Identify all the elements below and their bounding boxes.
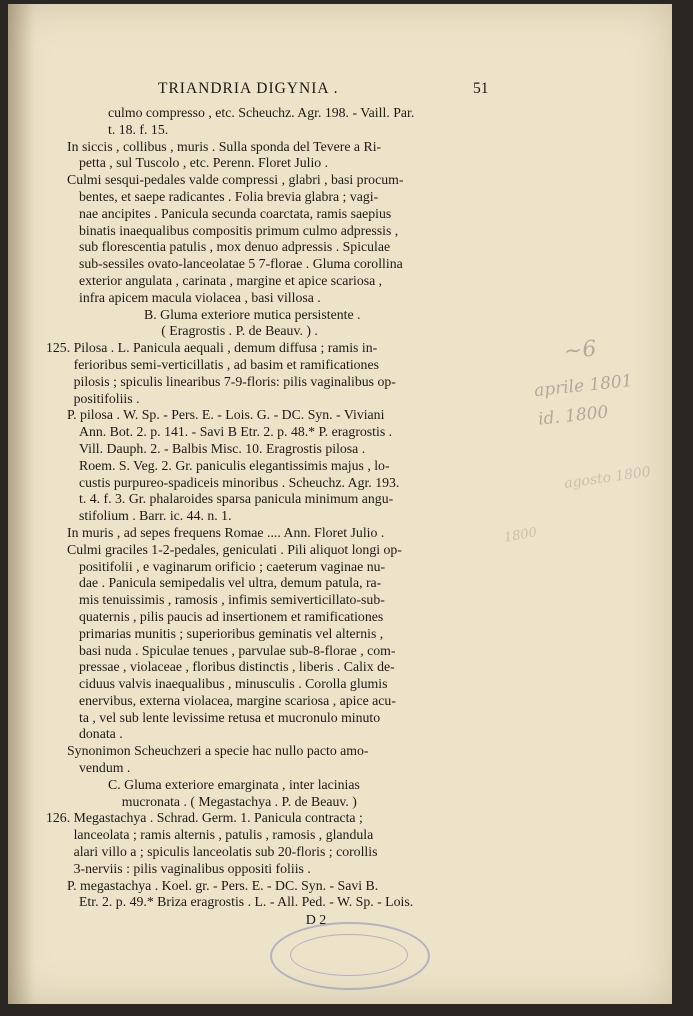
paragraph: Culmi graciles 1-2-pedales, geniculati . Pili aliquot longi op- positifolii , e vaginarum orificio ; caeterum vaginae nu- dae . Panicula semipedalis vel ultra, demum patula, ra- mis tenuissimis , ramosis , infimis semiverticillato-sub- quaternis , pilis paucis ad insertionem et ramificationes primarias munitis ; superioribus geminatis vel alternis , basi nuda . Spiculae tenues , parvulae sub-8-florae , com- pressae , violaceae , floribus distinctis , liberis . Calix de- ciduus valvis inaequalibus , minusculis . Corolla glumis enervibus, externa violacea, margine scariosa , apice acu- ta , vel sub lente levissime retusa et mucronulo minuto donata . [67,541,402,742]
paragraph: In siccis , collibus , muris . Sulla sponda del Tevere a Ri- petta , sul Tuscolo , etc. Perenn. Floret Julio . [67,138,382,171]
pencil-annotation: agosto 1800 [563,464,652,492]
paragraph: P. pilosa . W. Sp. - Pers. E. - Lois. G. - DC. Syn. - Viviani Ann. Bot. 2. p. 141. - Savi B Etr. 2. p. 48.* P. eragrostis . Vill. Dauph. 2. - Balbis Misc. 10. Eragrostis pilosa . Roem. S. Veg. 2. Gr. paniculis elegantissimis majus , lo- custis purpureo-spadiceis minoribus . Scheuchz. Agr. 193. t. 4. f. 3. Gr. phalaroides sparsa panicula minimum angu- stifolium . Barr. ic. 44. n. 1. [67,407,400,524]
paragraph: P. megastachya . Koel. gr. - Pers. E. - DC. Syn. - Savi B. Etr. 2. p. 49.* Briza eragrostis . L. - All. Ped. - W. Sp. - Lois. [67,877,414,910]
paragraph: In muris , ad sepes frequens Romae .... Ann. Floret Julio . [67,524,385,540]
library-stamp [270,922,430,990]
paragraph: Synonimon Scheuchzeri a specie hac nullo pacto amo- vendum . [67,743,369,776]
page-number: 51 [473,80,489,97]
paragraph: Culmi sesqui-pedales valde compressi , glabri , basi procum- bentes, et saepe radicantes . Folia brevia glabra ; vagi- nae ancipites . Panicula secunda coarctata, ramis saepius binatis inaequalibus compositis primum culmo adpressis , sub florescentia patulis , mox denuo adpressis . Spiculae sub-sessiles ovato-lanceolatae 5 7-florae . Gluma corollina exterior angulata , carinata , margine et apice scariosa , infra apicem macula violacea , basi villosa . [67,172,404,305]
paragraph: 126. Megastachya . Schrad. Germ. 1. Panicula contracta ; lanceolata ; ramis alternis , patulis , ramosis , glandula alari villo a ; spiculis lanceolatis sub 20-floris ; corollis 3-nerviis : pilis vaginalibus oppositi foliis . [46,810,378,876]
signature-mark: D 2 [305,913,327,929]
running-title: TRIANDRIA DIGYNIA . [158,80,339,97]
pencil-annotation: 1800 [502,525,539,546]
pencil-annotation: ~6 [562,336,598,365]
pencil-annotation: aprile 1801 [533,370,634,402]
paragraph: 125. Pilosa . L. Panicula aequali , demum diffusa ; ramis in- ferioribus semi-verticillatis , ad basim et ramificationes pilosis ; spiculis linearibus 7-9-floris: pilis vaginalibus op- positifoliis . [46,340,396,406]
page-gutter-shadow [8,4,34,1004]
running-header [8,80,672,104]
page-body [46,105,506,930]
pencil-annotation: id. 1800 [537,402,610,430]
paragraph: B. Gluma exteriore mutica persistente . ( Eragrostis . P. de Beauv. ) . [144,306,361,339]
paragraph: C. Gluma exteriore emarginata , inter lacinias mucronata . ( Megastachya . P. de Beauv. ) [108,776,360,809]
book-page [8,4,672,1004]
paragraph: culmo compresso , etc. Scheuchz. Agr. 198. - Vaill. Par. t. 18. f. 15. [108,105,415,137]
